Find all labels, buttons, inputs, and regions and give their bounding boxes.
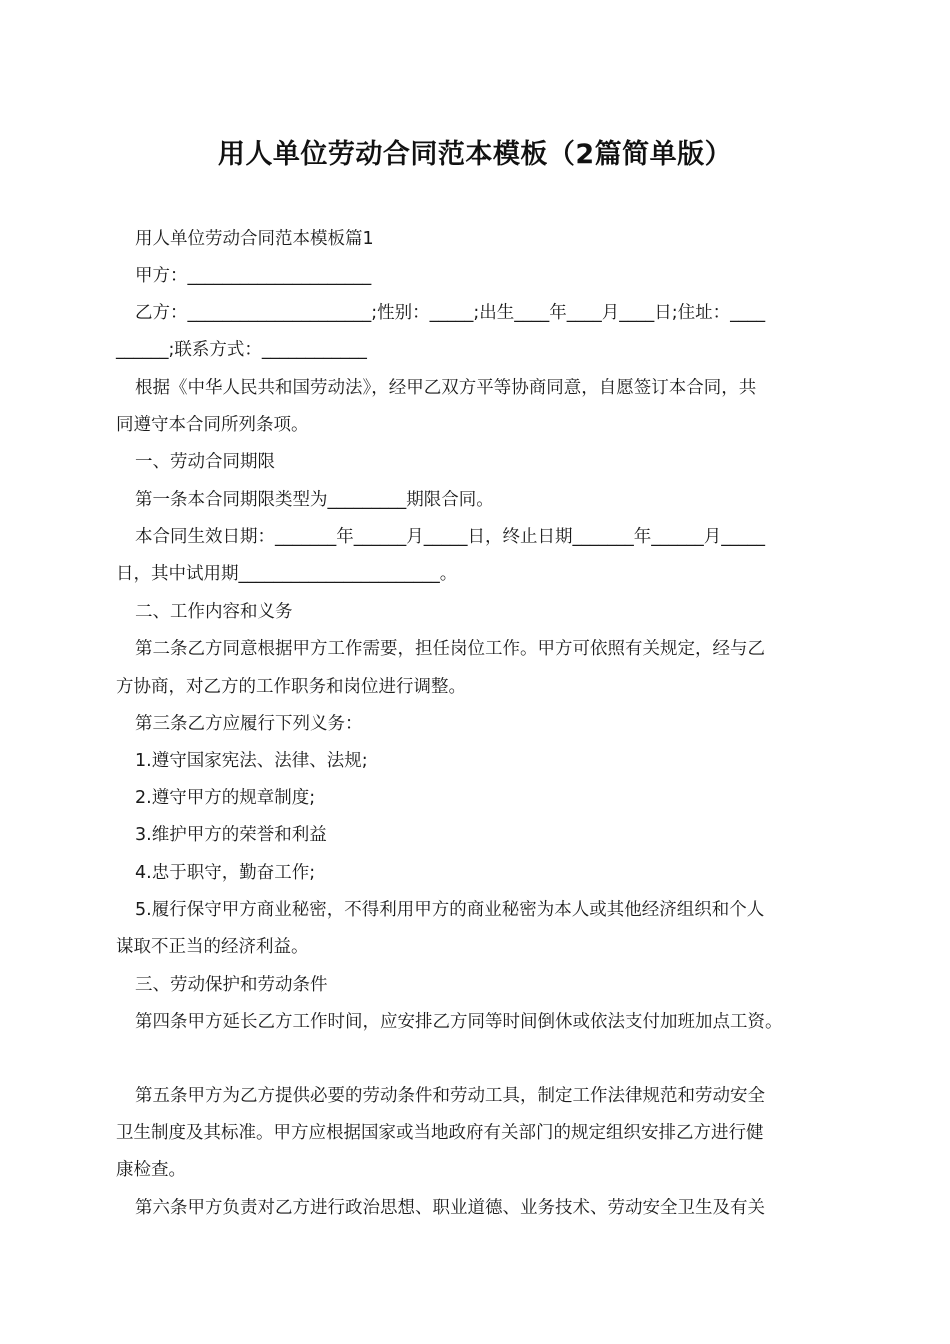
list-item: 1.遵守国家宪法、法律、法规; bbox=[135, 751, 368, 771]
section-heading: 一、劳动合同期限 bbox=[135, 452, 275, 472]
section-heading: 二、工作内容和义务 bbox=[135, 602, 293, 622]
document-title: 用人单位劳动合同范本模板（2篇简单版） bbox=[217, 139, 733, 170]
party-b-field-continued: ______;联系方式：____________ bbox=[116, 340, 367, 360]
paragraph-line: 第三条乙方应履行下列义务： bbox=[135, 714, 363, 734]
section-heading: 三、劳动保护和劳动条件 bbox=[135, 975, 328, 995]
list-item: 2.遵守甲方的规章制度; bbox=[135, 788, 316, 808]
list-item: 4.忠于职守，勤奋工作; bbox=[135, 863, 316, 883]
paragraph-line: 第一条本合同期限类型为_________期限合同。 bbox=[135, 490, 494, 510]
paragraph-line: 康检查。 bbox=[116, 1160, 186, 1180]
party-b-field: 乙方：_____________________;性别：_____;出生____年____月____日;住址：____ bbox=[135, 303, 766, 323]
paragraph-line: 卫生制度及其标准。甲方应根据国家或当地政府有关部门的规定组织安排乙方进行健 bbox=[116, 1123, 764, 1143]
paragraph-line: 第五条甲方为乙方提供必要的劳动条件和劳动工具，制定工作法律规范和劳动安全 bbox=[135, 1086, 765, 1106]
paragraph-line: 根据《中华人民共和国劳动法》，经甲乙双方平等协商同意，自愿签订本合同，共 bbox=[135, 378, 757, 398]
paragraph-line: 同遵守本合同所列条项。 bbox=[116, 415, 309, 435]
paragraph-line: 本合同生效日期：_______年______月_____日，终止日期_______年______月_____ bbox=[135, 527, 765, 547]
paragraph-line: 第六条甲方负责对乙方进行政治思想、职业道德、业务技术、劳动安全卫生及有关 bbox=[135, 1198, 765, 1218]
paragraph-line: 第二条乙方同意根据甲方工作需要，担任岗位工作。甲方可依照有关规定，经与乙 bbox=[135, 639, 765, 659]
list-item-continued: 谋取不正当的经济利益。 bbox=[116, 937, 309, 957]
paragraph-line: 日，其中试用期_______________________。 bbox=[116, 564, 458, 584]
list-item: 3.维护甲方的荣誉和利益 bbox=[135, 825, 327, 845]
paragraph-line: 方协商，对乙方的工作职务和岗位进行调整。 bbox=[116, 677, 466, 697]
section-heading: 用人单位劳动合同范本模板篇1 bbox=[135, 229, 374, 249]
list-item: 5.履行保守甲方商业秘密，不得利用甲方的商业秘密为本人或其他经济组织和个人 bbox=[135, 900, 765, 920]
paragraph-line: 第四条甲方延长乙方工作时间，应安排乙方同等时间倒休或依法支付加班加点工资。 bbox=[135, 1012, 783, 1032]
party-a-field: 甲方：_____________________ bbox=[135, 266, 372, 286]
